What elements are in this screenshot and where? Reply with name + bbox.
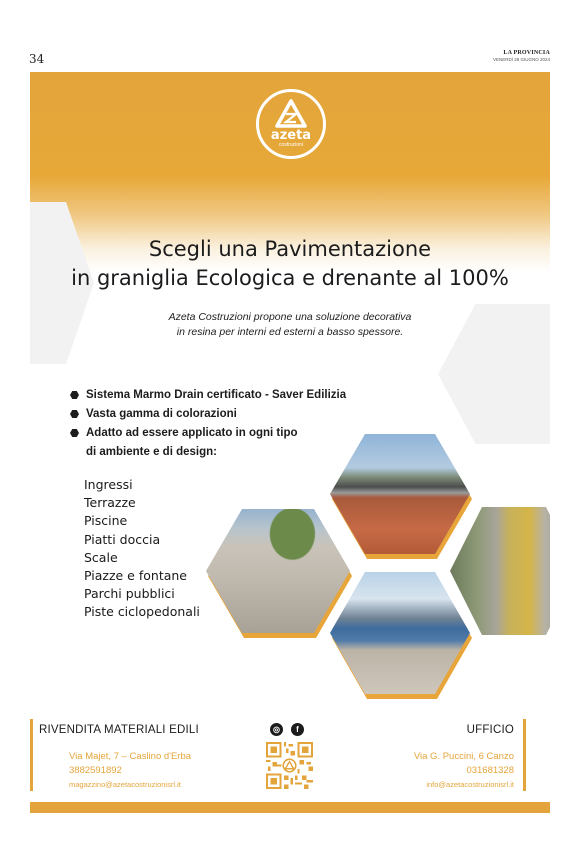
logo-triangle-icon	[275, 99, 307, 129]
application-item: Piscine	[84, 513, 128, 529]
headline-line-2: in graniglia Ecologica e drenante al 100%	[71, 266, 509, 290]
instagram-icon[interactable]: ◎	[270, 723, 283, 736]
logo-brand: azeta	[270, 128, 312, 143]
hexagon-bullet-icon	[70, 391, 79, 399]
intro-line-1: Azeta Costruzioni propone una soluzione decorativa	[168, 311, 412, 323]
page-number: 34	[29, 52, 45, 66]
application-item: Parchi pubblici	[84, 586, 175, 602]
application-item: Scale	[84, 549, 118, 565]
footer-left-address: Via Majet, 7 – Caslino d'Erba	[69, 751, 192, 762]
application-item: Piazze e fontane	[84, 568, 187, 584]
facebook-icon[interactable]: f	[291, 723, 304, 736]
footer-right-address: Via G. Puccini, 6 Canzo	[413, 751, 514, 762]
application-item: Terrazze	[84, 495, 136, 511]
application-item: Piatti doccia	[84, 531, 161, 547]
footer-right-title: UFFICIO	[466, 724, 514, 736]
newspaper-masthead	[493, 50, 550, 62]
feature-item: Adatto ad essere applicato in ogni tipo	[70, 424, 346, 443]
footer-right-email[interactable]: info@azetacostruzionisrl.it	[426, 780, 514, 789]
application-item: Ingressi	[84, 477, 133, 492]
footer-left-email[interactable]: magazzino@azetacostruzionisrl.it	[69, 780, 181, 789]
intro-text	[30, 310, 550, 340]
footer-right-accent	[523, 719, 526, 791]
feature-list	[70, 386, 346, 462]
footer-left-phone: 3882591892	[69, 765, 122, 776]
qr-code[interactable]	[266, 742, 313, 789]
bottom-accent-bar	[30, 802, 550, 813]
hexagon-bullet-icon	[70, 410, 79, 418]
azeta-logo	[256, 89, 326, 159]
feature-item: Sistema Marmo Drain certificato - Saver Edilizia	[70, 386, 346, 405]
headline	[30, 235, 550, 293]
application-item: Piste ciclopedonali	[84, 604, 200, 620]
footer-left-title: RIVENDITA MATERIALI EDILI	[39, 724, 199, 736]
masthead-name: LA PROVINCIA	[503, 50, 550, 56]
hexagon-bullet-icon	[70, 429, 79, 437]
photo-cycle-path	[450, 507, 550, 635]
footer-left-accent	[30, 719, 33, 791]
feature-item: Vasta gamma di colorazioni	[70, 405, 346, 424]
feature-item-continuation: di ambiente e di design:	[86, 446, 217, 458]
masthead-date: VENERDÌ 28 GIUGNO 2024	[492, 57, 550, 62]
footer-right-phone: 031681328	[466, 765, 514, 776]
application-list	[84, 476, 200, 622]
intro-line-2: in resina per interni ed esterni a basso spessore.	[176, 326, 404, 338]
headline-line-1: Scegli una Pavimentazione	[148, 237, 432, 261]
advertisement	[30, 72, 550, 817]
logo-subtitle: costruzioni	[279, 142, 303, 148]
